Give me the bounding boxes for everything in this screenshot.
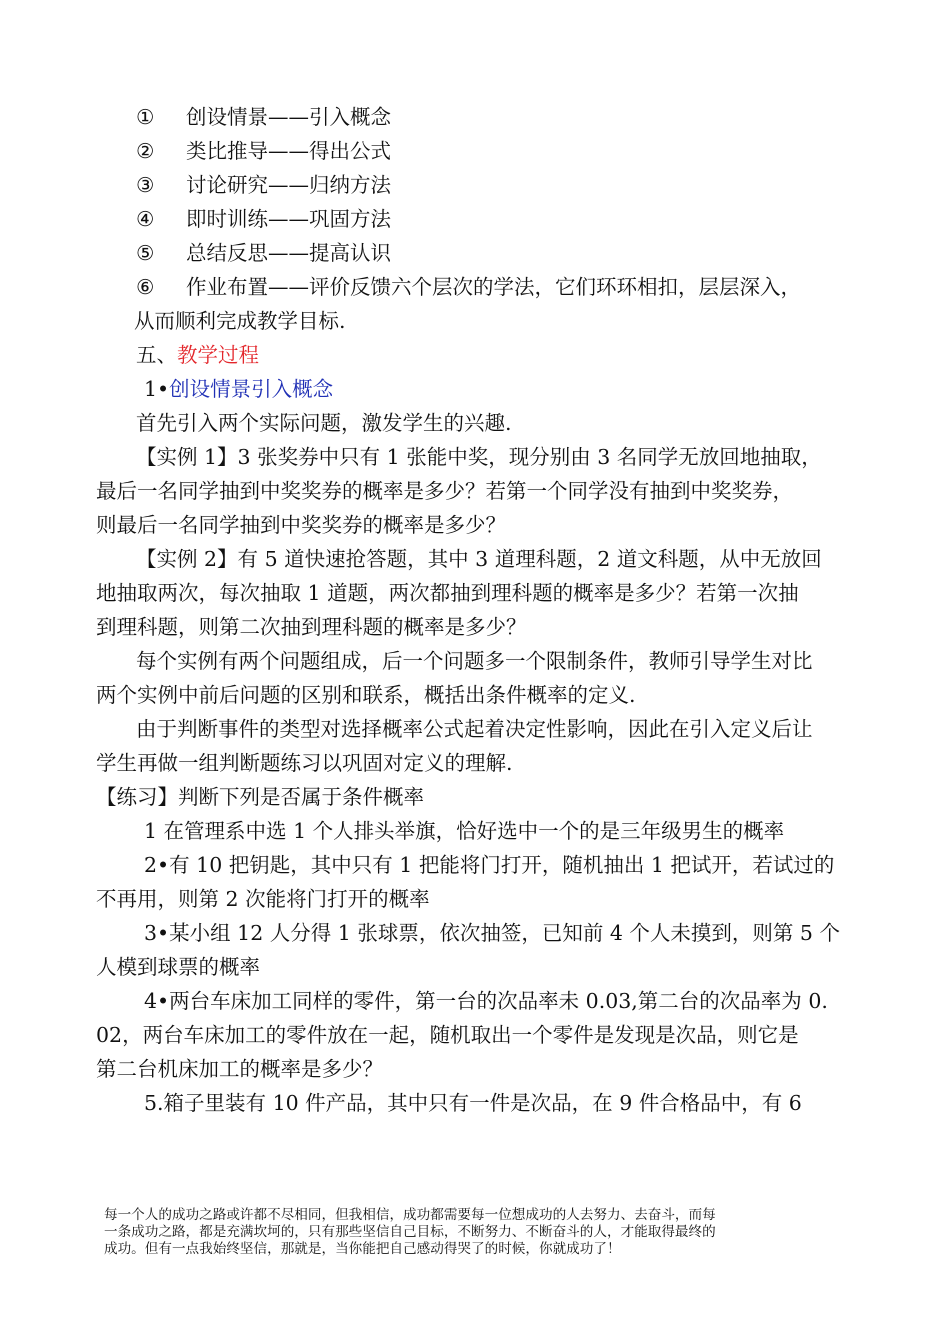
- step-number: ②: [136, 139, 155, 163]
- step-text: 作业布置——评价反馈六个层次的学法，它们环环相扣，层层深入，: [186, 275, 801, 299]
- example-line: 到理科题，则第二次抽到理科题的概率是多少？: [96, 615, 527, 639]
- step-text: 总结反思——提高认识: [186, 241, 391, 265]
- example-line: 则最后一名同学抽到中奖奖券的概率是多少？: [96, 513, 506, 537]
- section-heading: [136, 341, 259, 369]
- practice-title: 【练习】判断下列是否属于条件概率: [96, 785, 424, 809]
- step-number: ①: [136, 105, 155, 129]
- steps-tail: 从而顺利完成教学目标.: [134, 309, 346, 333]
- step-text: 类比推导——得出公式: [186, 139, 391, 163]
- paragraph-line: 学生再做一组判断题练习以巩固对定义的理解.: [96, 751, 513, 775]
- example-line: 【实例 2】有 5 道快速抢答题，其中 3 道理科题，2 道文科题，从中无放回: [136, 547, 822, 571]
- paragraph-line: 每个实例有两个问题组成，后一个问题多一个限制条件，教师引导学生对比: [136, 649, 813, 673]
- subsection-title: 创设情景引入概念: [169, 377, 334, 401]
- practice-line: 第二台机床加工的概率是多少？: [96, 1057, 383, 1081]
- footer-line: 每一个人的成功之路或许都不尽相同，但我相信，成功都需要每一位想成功的人去努力、去奋斗，而每: [104, 1207, 716, 1223]
- example-line: 地抽取两次，每次抽取 1 道题，两次都抽到理科题的概率是多少？若第一次抽: [96, 581, 799, 605]
- step-number: ⑥: [136, 275, 155, 299]
- practice-line: 2•有 10 把钥匙，其中只有 1 把能将门打开，随机抽出 1 把试开，若试过的: [144, 853, 835, 877]
- step-number: ③: [136, 173, 155, 197]
- practice-line: 3•某小组 12 人分得 1 张球票，依次抽签，已知前 4 个人未摸到，则第 5 个: [144, 921, 840, 945]
- step-text: 讨论研究——归纳方法: [186, 173, 391, 197]
- example-line: 最后一名同学抽到中奖奖券的概率是多少？若第一个同学没有抽到中奖奖券，: [96, 479, 793, 503]
- practice-line: 人模到球票的概率: [96, 955, 260, 979]
- practice-line: 不再用，则第 2 次能将门打开的概率: [96, 887, 430, 911]
- practice-item: 5.箱子里装有 10 件产品，其中只有一件是次品，在 9 件合格品中，有 6: [144, 1091, 802, 1115]
- step-number: ⑤: [136, 241, 155, 265]
- step-number: ④: [136, 207, 155, 231]
- practice-line: 02，两台车床加工的零件放在一起，随机取出一个零件是发现是次品，则它是: [96, 1023, 799, 1047]
- step-text: 即时训练——巩固方法: [186, 207, 391, 231]
- section-title: 教学过程: [177, 343, 259, 367]
- paragraph-line: 两个实例中前后问题的区别和联系，概括出条件概率的定义.: [96, 683, 636, 707]
- practice-line: 4•两台车床加工同样的零件，第一台的次品率未 0.03,第二台的次品率为 0.: [144, 989, 828, 1013]
- section-prefix: 五、: [136, 343, 177, 367]
- step-text: 创设情景——引入概念: [186, 105, 391, 129]
- footer-line: 成功。但有一点我始终坚信，那就是，当你能把自己感动得哭了的时候，你就成功了！: [104, 1241, 621, 1257]
- footer-quote: [104, 1207, 824, 1258]
- practice-item: 1 在管理系中选 1 个人排头举旗，恰好选中一个的是三年级男生的概率: [144, 819, 785, 843]
- subsection-heading: [144, 375, 333, 403]
- subsection-number: 1•: [144, 377, 170, 401]
- paragraph-line: 由于判断事件的类型对选择概率公式起着决定性影响，因此在引入定义后让: [136, 717, 813, 741]
- footer-line: 一条成功之路，都是充满坎坷的，只有那些坚信自己目标，不断努力、不断奋斗的人，才能取得最终的: [104, 1224, 716, 1240]
- example-line: 【实例 1】3 张奖券中只有 1 张能中奖，现分别由 3 名同学无放回地抽取，: [136, 445, 822, 469]
- intro-paragraph: 首先引入两个实际问题，激发学生的兴趣.: [136, 411, 512, 435]
